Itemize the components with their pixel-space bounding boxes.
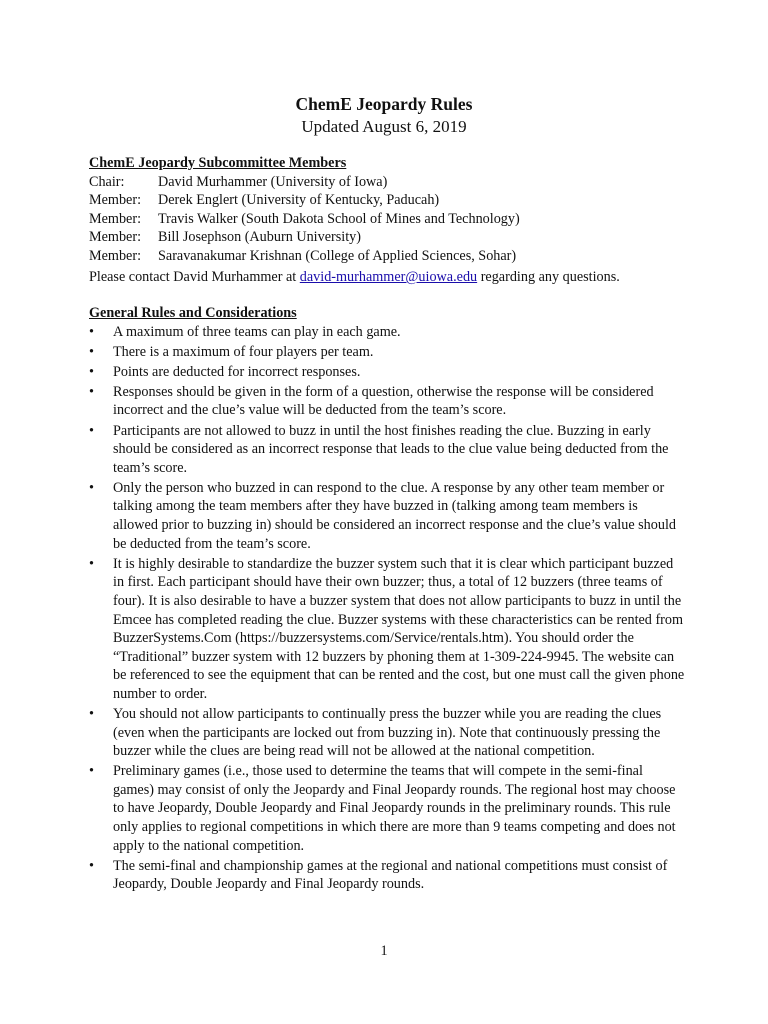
committee-heading: ChemE Jeopardy Subcommittee Members bbox=[89, 155, 347, 171]
rule-item bbox=[89, 762, 685, 855]
member-name: Bill Josephson (Auburn University) bbox=[158, 229, 361, 246]
rule-item bbox=[89, 705, 685, 761]
contact-suffix: regarding any questions. bbox=[477, 269, 620, 285]
rule-text: The semi-final and championship games at the regional and national competitions must consist of Jeopardy, Double Jeopardy and Final Jeopardy rounds. bbox=[113, 857, 668, 893]
member-name: Derek Englert (University of Kentucky, Paducah) bbox=[158, 192, 440, 209]
member-name: Travis Walker (South Dakota School of Mines and Technology) bbox=[158, 210, 520, 227]
member-role: Member: bbox=[89, 229, 142, 246]
rule-item bbox=[89, 343, 685, 362]
rule-item bbox=[89, 383, 685, 420]
rule-text: Points are deducted for incorrect responses. bbox=[113, 363, 361, 380]
member-role: Member: bbox=[89, 192, 142, 209]
contact-prefix: Please contact David Murhammer at bbox=[89, 269, 300, 285]
member-role: Member: bbox=[89, 247, 142, 264]
bullet-icon: • bbox=[89, 555, 94, 572]
bullet-icon: • bbox=[89, 323, 94, 340]
rules-section bbox=[89, 304, 689, 895]
member-row bbox=[89, 173, 689, 192]
page-number: 1 bbox=[380, 943, 388, 959]
rule-text: Participants are not allowed to buzz in until the host finishes reading the clue. Buzzing in early should be considered as an incorrect response that leads to the clue value being deducted from the team’s score. bbox=[113, 422, 669, 476]
rule-text: Preliminary games (i.e., those used to determine the teams that will compete in the semi-final games) may consist of only the Jeopardy and Final Jeopardy rounds. The regional host may choose to have Jeopardy, Double Jeopardy and Final Jeopardy rounds in the preliminary rounds. This rule only applies to regional competitions in which there are more than 9 teams competing and does not apply to the national competition. bbox=[113, 763, 676, 854]
bullet-icon: • bbox=[89, 363, 94, 380]
member-row bbox=[89, 191, 689, 210]
rule-item bbox=[89, 479, 685, 553]
bullet-icon: • bbox=[89, 763, 94, 780]
member-row bbox=[89, 228, 689, 247]
document-title: ChemE Jeopardy Rules bbox=[295, 94, 473, 114]
committee-section bbox=[89, 154, 689, 266]
member-row bbox=[89, 247, 689, 266]
rules-heading: General Rules and Considerations bbox=[89, 305, 297, 321]
member-name: Saravanakumar Krishnan (College of Applied Sciences, Sohar) bbox=[158, 247, 517, 264]
rule-text: There is a maximum of four players per team. bbox=[113, 343, 374, 360]
member-role: Member: bbox=[89, 210, 142, 227]
rules-list bbox=[89, 323, 689, 894]
rule-text: A maximum of three teams can play in each game. bbox=[113, 323, 401, 340]
rule-text: Responses should be given in the form of a question, otherwise the response will be considered incorrect and the clue’s value will be deducted from the team’s score. bbox=[113, 383, 654, 419]
member-row bbox=[89, 210, 689, 229]
bullet-icon: • bbox=[89, 705, 94, 722]
member-role: Chair: bbox=[89, 173, 125, 190]
rule-text: You should not allow participants to continually press the buzzer while you are reading the clues (even when the participants are locked out from buzzing in). Note that continuously pressing the buzzer while the clues are being read will not be allowed at the national competition. bbox=[113, 705, 662, 760]
bullet-icon: • bbox=[89, 383, 94, 400]
rule-item bbox=[89, 422, 685, 478]
document-subtitle: Updated August 6, 2019 bbox=[301, 117, 467, 136]
rule-item bbox=[89, 363, 685, 382]
rule-item bbox=[89, 323, 685, 342]
rule-text: Only the person who buzzed in can respond to the clue. A response by any other team member or talking among the team members after they have buzzed in (talking among team members is allowed prior to buzzing in) should be considered an incorrect response and the clue’s value should be deducted from the team’s score. bbox=[113, 479, 676, 552]
rule-item bbox=[89, 555, 685, 704]
contact-email-link[interactable]: david-murhammer@uiowa.edu bbox=[299, 269, 478, 285]
bullet-icon: • bbox=[89, 479, 94, 496]
member-name: David Murhammer (University of Iowa) bbox=[158, 173, 388, 190]
contact-line bbox=[89, 268, 689, 287]
bullet-icon: • bbox=[89, 422, 94, 439]
rule-item bbox=[89, 857, 685, 894]
bullet-icon: • bbox=[89, 857, 94, 874]
bullet-icon: • bbox=[89, 343, 94, 360]
rule-text: It is highly desirable to standardize the buzzer system such that it is clear which participant buzzed in first. Each participant should have their own buzzer; thus, a total of 12 buzzers (three teams of four). It is also desirable to have a buzzer system that does not allow participants to buzz in until the Emcee has completed reading the clue. Buzzer systems with these characteristics can be rented from BuzzerSystems.Com (https://buzzersystems.com/Service/rentals.htm). You should order the “Traditional” buzzer system with 12 buzzers by phoning them at 1-309-224-9945. The website can be referenced to see the equipment that can be rented and the cost, but one must call the given phone number to order. bbox=[113, 555, 685, 702]
